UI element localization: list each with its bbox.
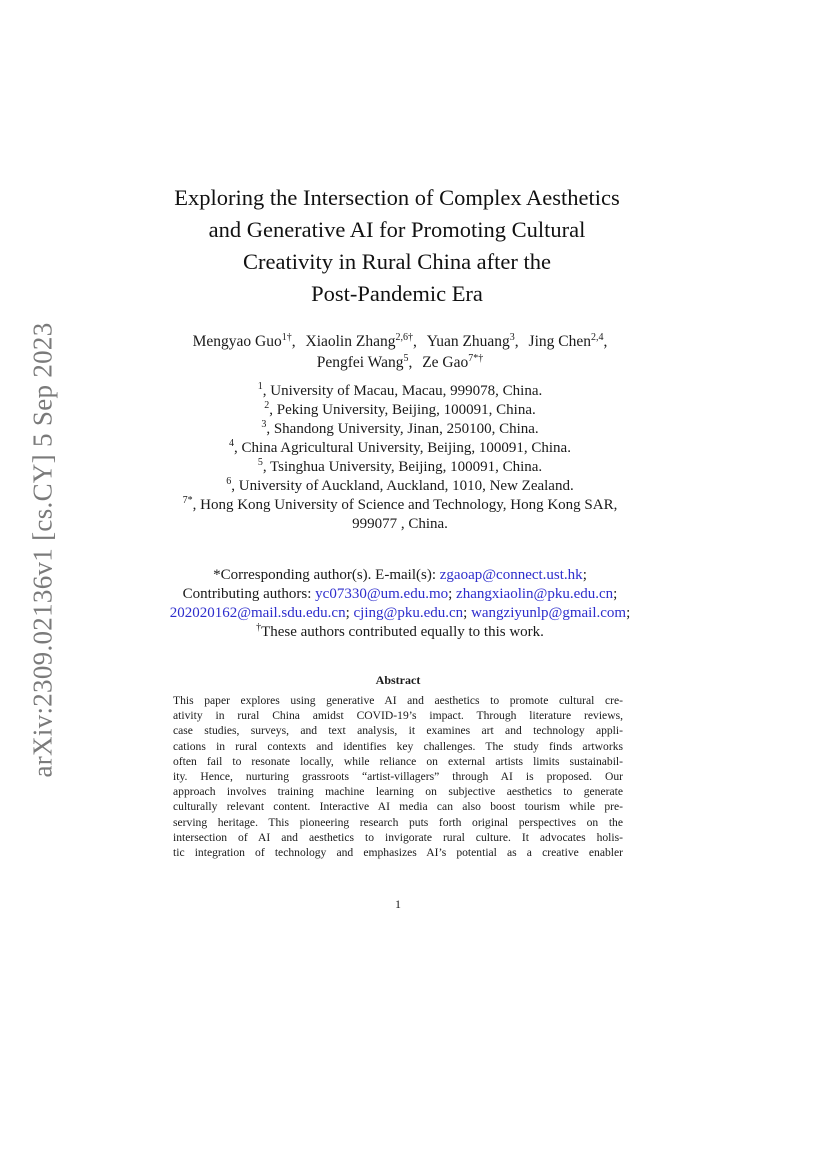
affiliation: $^{7*}$, Hong Kong University of Science and Technology, Hong Kong SAR, <box>182 495 618 513</box>
author: Xiaolin Zhang$^{2,6\dagger}$, <box>305 332 417 350</box>
email-link[interactable]: wangziyunlp@gmail.com <box>471 605 627 621</box>
equal-contribution-note: †These authors contributed equally to this work. <box>256 622 544 640</box>
title-line: Creativity in Rural China after the <box>242 249 552 274</box>
abstract-line: case studies, surveys, and text analysis, it examines art and technology appli- <box>173 724 623 738</box>
affiliation: $^1$, University of Macau, Macau, 999078, China. <box>257 381 543 399</box>
email-link[interactable]: zhangxiaolin@pku.edu.cn <box>456 586 614 602</box>
abstract-line: intersection of AI and aesthetics to invigorate rural culture. It advocates holis- <box>173 830 623 844</box>
contributing-authors-line: 202020162@mail.sdu.edu.cn; cjing@pku.edu.cn; wangziyunlp@gmail.com; <box>169 605 631 621</box>
email-link[interactable]: cjing@pku.edu.cn <box>353 605 464 621</box>
abstract-line: often fail to resonate locally, while reliance on external artists limits sustainabil- <box>173 754 623 768</box>
email-link[interactable]: yc07330@um.edu.mo <box>315 586 449 602</box>
author: Ze Gao$^{7*\dagger}$ <box>422 353 484 371</box>
author: Mengyao Guo$^{1\dagger}$, <box>192 332 296 350</box>
affiliation: $^6$, University of Auckland, Auckland, 1010, New Zealand. <box>226 476 574 494</box>
affiliation: $^2$, Peking University, Beijing, 100091, China. <box>264 400 536 418</box>
author: Yuan Zhuang$^3$, <box>426 332 519 350</box>
abstract-line: culturally relevant content. Interactive AI media can also boost tourism while pre- <box>173 800 623 814</box>
email-link[interactable]: zgaoap@connect.ust.hk <box>439 567 583 583</box>
paper-title <box>140 182 654 310</box>
affiliation-list <box>120 382 680 534</box>
abstract-line: ity. Hence, nurturing grassroots “artist-villagers” through AI is proposed. Our <box>173 770 623 784</box>
contributing-authors-line: Contributing authors: yc07330@um.edu.mo; zhangxiaolin@pku.edu.cn; <box>182 586 618 602</box>
page-number: 1 <box>395 897 401 911</box>
corresponding-author-line: *Corresponding author(s). E-mail(s): zgaoap@connect.ust.hk; <box>213 567 587 583</box>
author: Pengfei Wang$^5$, <box>316 353 413 371</box>
correspondence-block <box>120 566 680 642</box>
affiliation: $^5$, Tsinghua University, Beijing, 100091, China. <box>257 457 543 475</box>
author-list <box>120 331 680 373</box>
title-line: and Generative AI for Promoting Cultural <box>208 217 586 242</box>
arxiv-identifier: arXiv:2309.02136v1 [cs.CY] 5 Sep 2023 <box>27 322 58 778</box>
abstract-line: cations in rural contexts and identifies key challenges. The study finds artworks <box>173 739 623 753</box>
affiliation: 999077 , China. <box>352 516 448 532</box>
abstract-text <box>173 693 623 860</box>
abstract-line: ativity in rural China amidst COVID-19’s impact. Through literature reviews, <box>173 709 623 723</box>
affiliation: $^3$, Shandong University, Jinan, 250100, China. <box>261 419 539 437</box>
email-link[interactable]: 202020162@mail.sdu.edu.cn <box>169 605 346 621</box>
title-line: Exploring the Intersection of Complex Aesthetics <box>174 185 620 210</box>
abstract-heading: Abstract <box>375 673 421 687</box>
author: Jing Chen$^{2,4}$, <box>528 332 608 350</box>
title-line: Post-Pandemic Era <box>311 281 483 306</box>
abstract-line: approach involves training machine learning on subjective aesthetics to generate <box>173 785 623 799</box>
abstract-line: serving heritage. This pioneering research puts forth original perspectives on the <box>173 815 623 829</box>
affiliation: $^4$, China Agricultural University, Beijing, 100091, China. <box>229 438 571 456</box>
abstract-line: This paper explores using generative AI and aesthetics to promote cultural cre- <box>173 694 623 707</box>
abstract-line: tic integration of technology and emphasizes AI’s potential as a creative enabler <box>173 846 623 860</box>
